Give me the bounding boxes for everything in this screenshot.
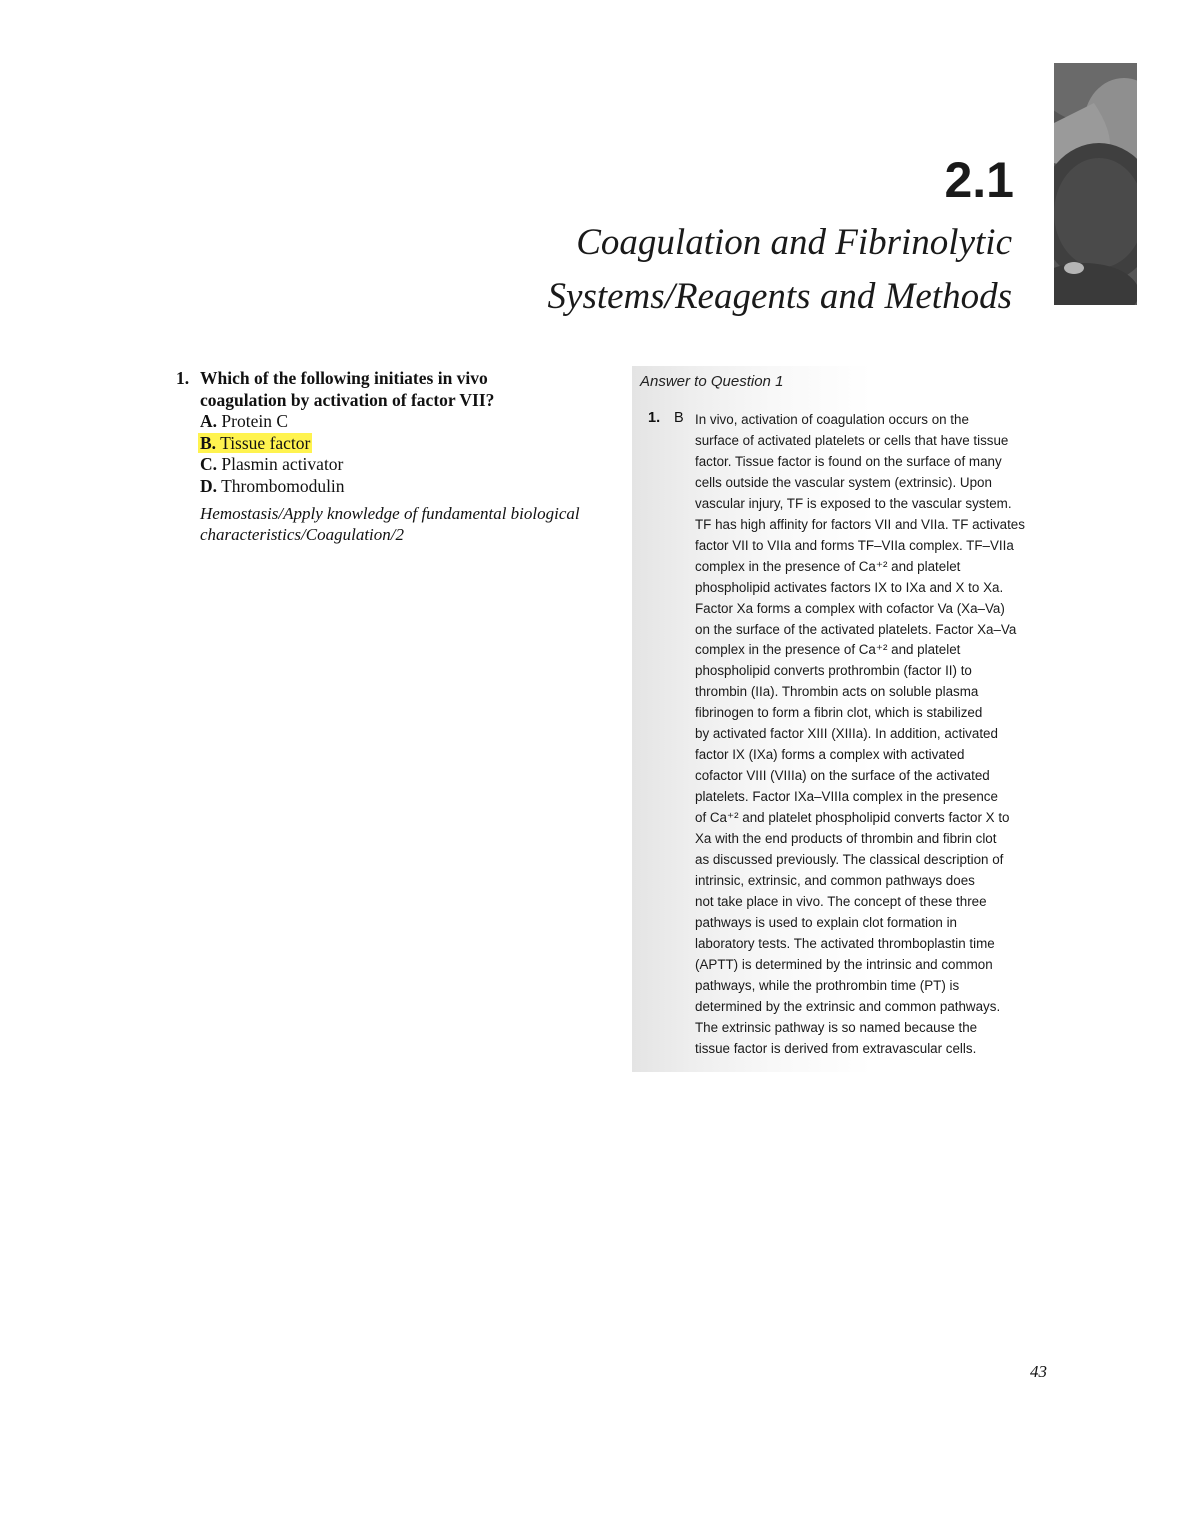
- option-text: Protein C: [221, 411, 288, 431]
- answer-explanation-line: platelets. Factor IXa–VIIIa complex in the presence: [695, 789, 998, 805]
- question-category: [200, 503, 606, 545]
- question-category-line-2: characteristics/Coagulation/2: [200, 525, 404, 544]
- option-d: [200, 476, 606, 498]
- answer-explanation-line: pathways, while the prothrombin time (PT) is: [695, 977, 960, 993]
- option-letter: D.: [200, 475, 218, 496]
- answer-explanation-line: In vivo, activation of coagulation occurs on the: [695, 412, 969, 427]
- answer-heading: Answer to Question 1: [640, 373, 784, 390]
- option-text: Thrombomodulin: [221, 475, 345, 496]
- answer-explanation-line: by activated factor XIII (XIIIa). In addition, activated: [695, 726, 998, 742]
- answer-explanation-line: Factor Xa forms a complex with cofactor Va (Xa–Va): [695, 600, 1005, 616]
- option-b: [200, 433, 606, 455]
- answer-explanation-line: pathways is used to explain clot formation in: [695, 914, 958, 930]
- answer-explanation-line: as discussed previously. The classical description of: [695, 852, 1004, 868]
- answer-explanation-line: tissue factor is derived from extravascular cells.: [695, 1040, 977, 1056]
- page-number: 43: [1030, 1362, 1047, 1381]
- answer-explanation-line: vascular injury, TF is exposed to the vascular system.: [695, 495, 1012, 511]
- answer-explanation-line: cofactor VIII (VIIIa) on the surface of the activated: [695, 768, 990, 784]
- chapter-cover-image: [1054, 63, 1137, 305]
- answer-explanation-line: factor VII to VIIa and forms TF–VIIa complex. TF–VIIa: [695, 537, 1014, 553]
- answer-explanation-line: of Ca⁺² and platelet phospholipid converts factor X to: [695, 810, 1010, 826]
- answer-explanation-line: phospholipid activates factors IX to IXa and X to Xa.: [695, 579, 1004, 595]
- question-category-line-1: Hemostasis/Apply knowledge of fundamental biological: [200, 504, 580, 523]
- question-text-line-1: Which of the following initiates in vivo: [200, 368, 488, 388]
- question-stem: [176, 368, 606, 411]
- answer-explanation-line: thrombin (IIa). Thrombin acts on soluble plasma: [695, 684, 979, 700]
- chapter-title: [452, 216, 1012, 324]
- answer-explanation-line: fibrinogen to form a fibrin clot, which is stabilized: [695, 705, 983, 721]
- option-text: Plasmin activator: [221, 454, 344, 474]
- answer-explanation-line: Xa with the end products of thrombin and fibrin clot: [695, 831, 997, 847]
- answer-explanation-line: determined by the extrinsic and common pathways.: [695, 998, 1001, 1014]
- answer-explanation: [695, 410, 1055, 1060]
- option-letter: B.: [200, 432, 217, 453]
- answer-explanation-line: TF has high affinity for factors VII and VIIa. TF activates: [695, 516, 1025, 532]
- answer-explanation-line: factor IX (IXa) forms a complex with activated: [695, 747, 965, 763]
- answer-number: 1.: [648, 410, 661, 426]
- answer-explanation-line: on the surface of the activated platelets. Factor Xa–Va: [695, 621, 1017, 637]
- answer-panel: [632, 366, 1052, 1072]
- answer-explanation-line: The extrinsic pathway is so named because the: [695, 1019, 978, 1035]
- answer-explanation-line: not take place in vivo. The concept of these three: [695, 893, 987, 909]
- answer-explanation-line: (APTT) is determined by the intrinsic and common: [695, 956, 993, 972]
- answer-explanation-line: phospholipid converts prothrombin (factor II) to: [695, 663, 972, 679]
- answer-explanation-line: laboratory tests. The activated thromboplastin time: [695, 935, 995, 951]
- option-text: Tissue factor: [220, 432, 311, 453]
- option-letter: A.: [200, 411, 218, 431]
- question-text-line-2: coagulation by activation of factor VII?: [200, 389, 495, 410]
- answer-explanation-line: cells outside the vascular system (extrinsic). Upon: [695, 474, 992, 490]
- question-block: [176, 368, 606, 545]
- chapter-title-line-1: Coagulation and Fibrinolytic: [576, 222, 1012, 263]
- chapter-title-line-2: Systems/Reagents and Methods: [547, 276, 1012, 317]
- answer-letter: B: [674, 410, 684, 426]
- question-text: [200, 368, 494, 411]
- answer-explanation-line: intrinsic, extrinsic, and common pathways does: [695, 872, 975, 888]
- answer-options: [200, 411, 606, 497]
- answer-explanation-line: surface of activated platelets or cells that have tissue: [695, 432, 1009, 448]
- option-a: [200, 411, 606, 433]
- answer-explanation-line: factor. Tissue factor is found on the surface of many: [695, 453, 1002, 469]
- question-number: 1.: [176, 368, 190, 388]
- highlighted-answer: [198, 433, 312, 453]
- answer-explanation-line: complex in the presence of Ca⁺² and platelet: [695, 642, 961, 658]
- answer-explanation-line: complex in the presence of Ca⁺² and platelet: [695, 558, 961, 574]
- option-letter: C.: [200, 454, 218, 474]
- option-c: [200, 454, 606, 476]
- chapter-number: 2.1: [944, 152, 1014, 208]
